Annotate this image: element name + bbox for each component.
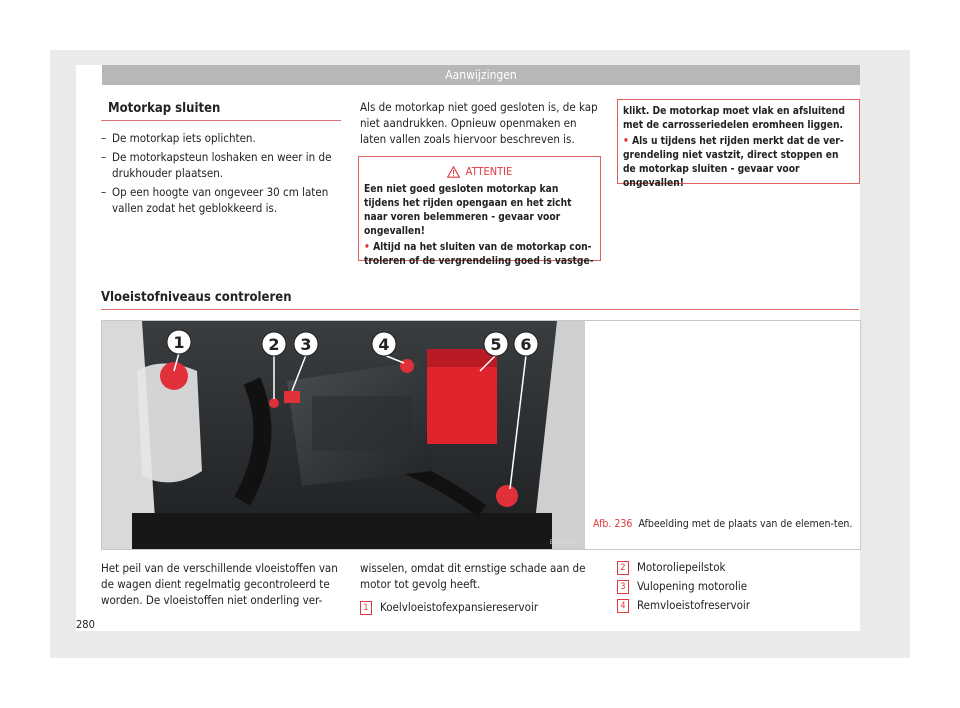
warning-bullet bbox=[359, 239, 600, 269]
callout-4: 4 bbox=[378, 335, 390, 354]
warning-box-continued bbox=[617, 99, 860, 189]
warning-bullet-text: Altijd na het sluiten van de motorkap con-troleren of de vergrendeling goed is vastge- bbox=[364, 242, 594, 267]
figure-caption bbox=[593, 518, 853, 531]
section-rule bbox=[101, 120, 341, 121]
figure-engine-bay bbox=[101, 320, 861, 550]
engine-bay-photo bbox=[102, 321, 585, 549]
warning-label: ATTENTIE bbox=[465, 165, 513, 178]
legend-item-4 bbox=[617, 597, 750, 613]
warning-text: Een niet goed gesloten motorkap kan tijdens het rijden opengaan en het zicht naar voren belemmeren - gevaar voor ongevallen! bbox=[364, 184, 572, 237]
legend-label: Remvloeistofreservoir bbox=[637, 598, 751, 612]
bullet-dot-icon: • bbox=[364, 242, 374, 253]
section-title-vloeistof: Vloeistofniveaus controleren bbox=[101, 290, 292, 305]
legend-number: 2 bbox=[617, 561, 629, 575]
callout-1: 1 bbox=[173, 333, 185, 352]
body-paragraph-2: wisselen, omdat dit ernstige schade aan de motor tot gevolg heeft. bbox=[360, 561, 586, 591]
warning-triangle-icon bbox=[447, 166, 460, 178]
legend-label: Motoroliepeilstok bbox=[637, 560, 726, 574]
callout-3: 3 bbox=[300, 335, 312, 354]
caption-label: Afb. 236 bbox=[593, 518, 633, 530]
caption-text: Afbeelding met de plaats van de elemen-ten. bbox=[638, 518, 853, 530]
page-number: 280 bbox=[76, 618, 95, 631]
bullet-item: – Op een hoogte van ongeveer 30 cm laten vallen zodat het geblokkeerd is. bbox=[101, 184, 343, 216]
bullet-item: – De motorkap iets oplichten. bbox=[101, 130, 343, 146]
body-paragraph-1: Het peil van de verschillende vloeistoffen van de wagen dient regelmatig gecontroleerd te worden. De vloeistoffen niet onderling ver- bbox=[101, 561, 338, 607]
figure-code: BXJ-0076 bbox=[549, 539, 577, 546]
legend-label: Vulopening motorolie bbox=[637, 579, 748, 593]
bullet-list bbox=[101, 130, 343, 219]
section-title-motorkap: Motorkap sluiten bbox=[108, 101, 221, 116]
warning-box bbox=[358, 156, 601, 267]
warning-continued-text: klikt. De motorkap moet vlak en afsluitend met de carrosseriedelen eromheen liggen. bbox=[623, 106, 845, 131]
callout-6: 6 bbox=[520, 335, 532, 354]
paragraph-kap: Als de motorkap niet goed gesloten is, de kap niet aandrukken. Opnieuw openmaken en laten vallen zoals hiervoor beschreven is. bbox=[360, 100, 598, 146]
legend-label: Koelvloeistofexpansiereservoir bbox=[380, 600, 539, 614]
warning-header bbox=[359, 157, 600, 178]
warning-bullet-text: Als u tijdens het rijden merkt dat de ver-grendeling niet vastzit, direct stoppen en de motorkap sluiten - gevaar voor ongevallen! bbox=[623, 136, 844, 189]
legend-item-3 bbox=[617, 578, 747, 594]
legend-number: 4 bbox=[617, 599, 629, 613]
legend-item-1 bbox=[360, 599, 538, 615]
bullet-item: – De motorkapsteun loshaken en weer in de drukhouder plaatsen. bbox=[101, 149, 343, 181]
warning-bullet bbox=[618, 133, 859, 191]
legend-number: 1 bbox=[360, 601, 372, 615]
legend-item-2 bbox=[617, 559, 726, 575]
bullet-dot-icon: • bbox=[623, 136, 633, 147]
section-rule bbox=[101, 309, 859, 310]
legend-number: 3 bbox=[617, 580, 629, 594]
callout-5: 5 bbox=[490, 335, 502, 354]
callout-2: 2 bbox=[268, 335, 280, 354]
page-header: Aanwijzingen bbox=[102, 65, 860, 85]
